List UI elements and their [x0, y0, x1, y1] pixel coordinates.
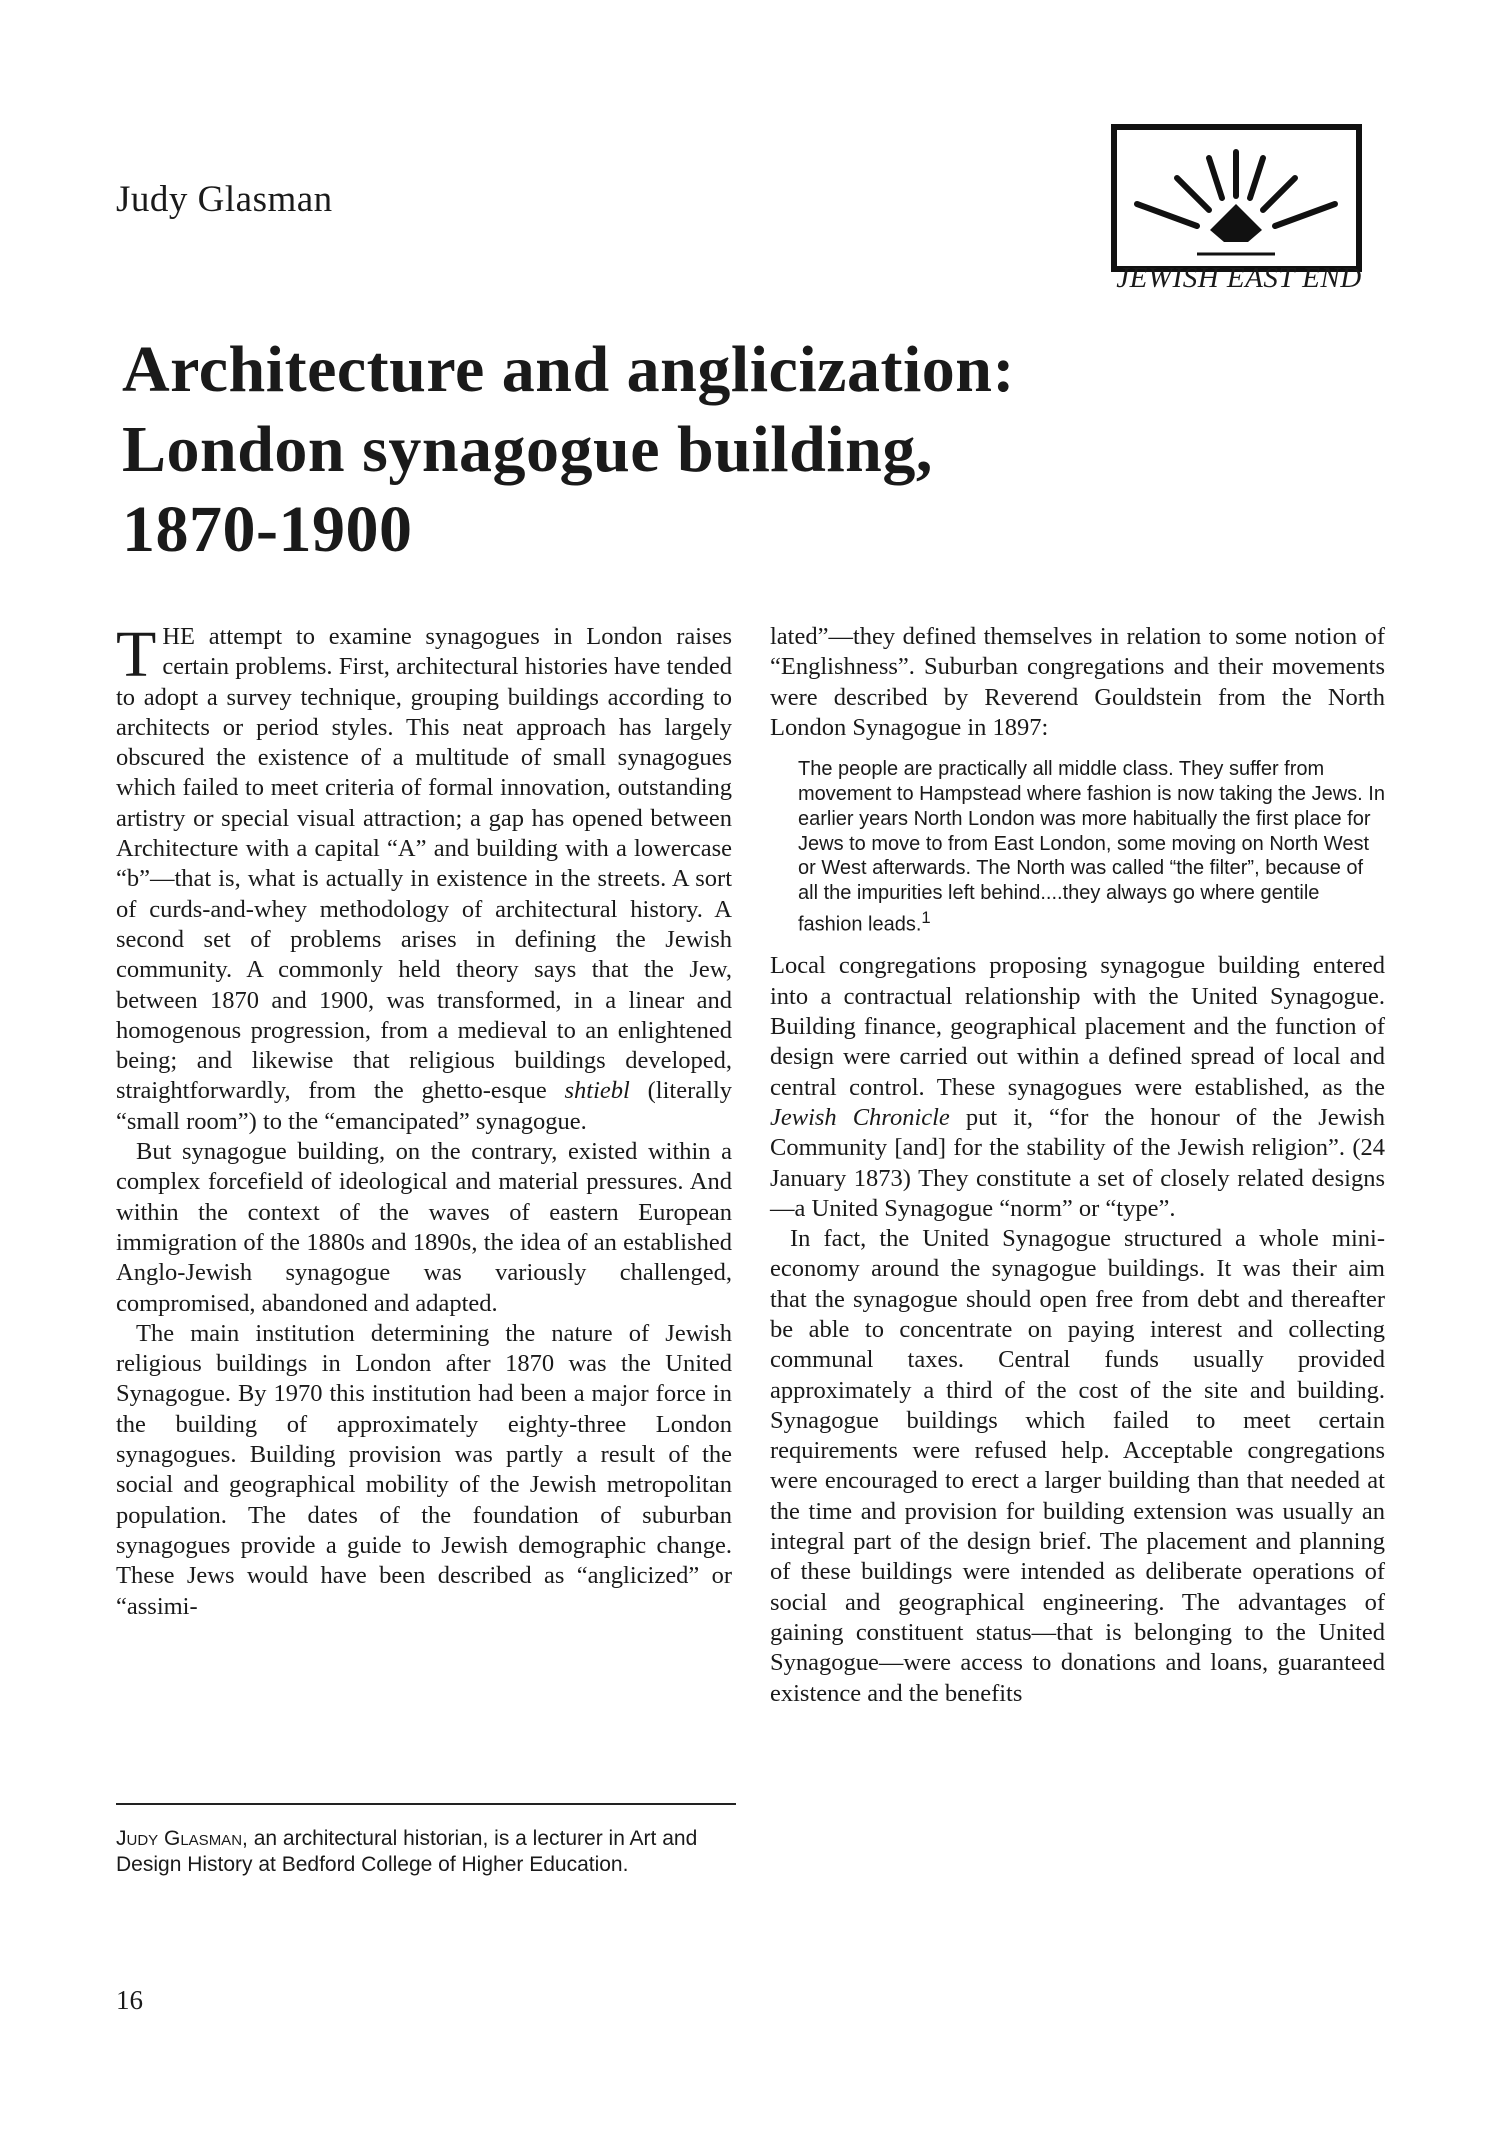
author-bio: [116, 1826, 736, 1878]
page-number: 16: [116, 1985, 143, 2015]
block-quote: [798, 757, 1385, 937]
author-name: Judy Glasman: [116, 179, 333, 220]
quote-text: The people are practically all middle class. They suffer from movement to Hampstead where fashion is now taking the Jews. In earlier years North London was more habitually the first place for Jews to move to from East London, some moving on North West or West afterwards. The North was called “the filter”, because of all the impurities left behind....they always go where gentile fashion leads.: [798, 758, 1385, 936]
text-column-right: [770, 622, 1385, 1709]
footnote-marker: 1: [921, 907, 931, 927]
paragraph: The main institution determining the nature of Jewish religious buildings in London after 1870 was the United Synagogue. By 1970 this institution had been a major force in the building of approximately eighty-three London synagogues. Building provision was partly a result of the social and geographical mobility of the Jewish metropolitan population. The dates of the foundation of suburban synagogues provide a guide to Jewish demographic change. These Jews would have been described as “anglicized” or “assimi-: [116, 1319, 732, 1620]
paragraph-text: put it, “for the honour of the Jewish Community [and] for the stability of the Jewish religion”. (24 January 1873) They constitute a set of closely related designs—a United Synagogue “norm” or “type”.: [770, 1103, 1385, 1222]
drop-cap: T: [116, 618, 157, 691]
text-column-left: [116, 618, 732, 1622]
paragraph: In fact, the United Synagogue structured a whole mini-economy around the synagogue buildings. It was their aim that the synagogue should open free from debt and thereafter be able to concentrate on paying interest and collecting communal taxes. Central funds usually provided approximately a third of the cost of the site and building. Synagogue buildings which failed to meet certain requirements were refused help. Acceptable congregations were encouraged to erect a larger building than that needed at the time and provision for building extension was usually an integral part of the design brief. The placement and planning of these buildings were intended as deliberate operations of social and geographical engineering. The advantages of gaining constituent status—that is belonging to the United Synagogue—were access to donations and loans, guaranteed existence and the benefits: [770, 1225, 1385, 1707]
paragraph: [770, 951, 1385, 1224]
paragraph-text: Local congregations proposing synagogue building entered into a contractual relationship with the United Synagogue. Building finance, geographical placement and the function of design were carried out within a defined spread of local and central control. These synagogues were established, as the: [770, 952, 1385, 1101]
logo-caption: JEWISH EAST END: [1116, 262, 1362, 294]
paragraph: [116, 618, 732, 1137]
paragraph: But synagogue building, on the contrary, existed within a complex forcefield of ideological and material pressures. And within the context of the waves of eastern European immigration of the 1880s and 1890s, the idea of an established Anglo-Jewish synagogue was variously challenged, compromised, abandoned and adapted.: [116, 1138, 732, 1317]
bio-name: Judy Glasman: [116, 1827, 243, 1850]
article-title: [122, 330, 1222, 570]
logo-frame: [1111, 124, 1362, 272]
footnote-divider: [116, 1803, 736, 1805]
crown-rays-icon: [1117, 130, 1356, 266]
publication-name: Jewish Chronicle: [770, 1103, 950, 1131]
jewish-east-end-logo: [1105, 120, 1373, 342]
paragraph-text: (literally “small room”) to the “emancipated” synagogue.: [116, 1077, 732, 1135]
title-line-2: London synagogue building,: [122, 413, 933, 486]
title-line-3: 1870-1900: [122, 493, 413, 566]
italic-term: shtiebl: [564, 1077, 630, 1105]
paragraph: lated”—they defined themselves in relation to some notion of “Englishness”. Suburban congregations and their movements were described by Reverend Gouldstein from the North London Synagogue in 1897:: [770, 623, 1385, 741]
paragraph-text: HE attempt to examine synagogues in London raises certain problems. First, architectural histories have tended to adopt a survey technique, grouping buildings according to architects or period styles. This neat approach has largely obscured the existence of a multitude of small synagogues which failed to meet criteria of formal innovation, outstanding artistry or special visual attraction; a gap has opened between Architecture with a capital “A” and building with a lowercase “b”—that is, what is actually in existence in the streets. A sort of curds-and-whey methodology of architectural history. A second set of problems arises in defining the Jewish community. A commonly held theory says that the Jew, between 1870 and 1900, was transformed, in a linear and homogenous progression, from a medieval to an enlightened being; and likewise that religious buildings developed, straightforwardly, from the ghetto-esque: [116, 623, 732, 1105]
bio-text: , an architectural historian, is a lecturer in Art and Design History at Bedford College of Higher Education.: [116, 1827, 698, 1876]
title-line-1: Architecture and anglicization:: [122, 333, 1015, 406]
